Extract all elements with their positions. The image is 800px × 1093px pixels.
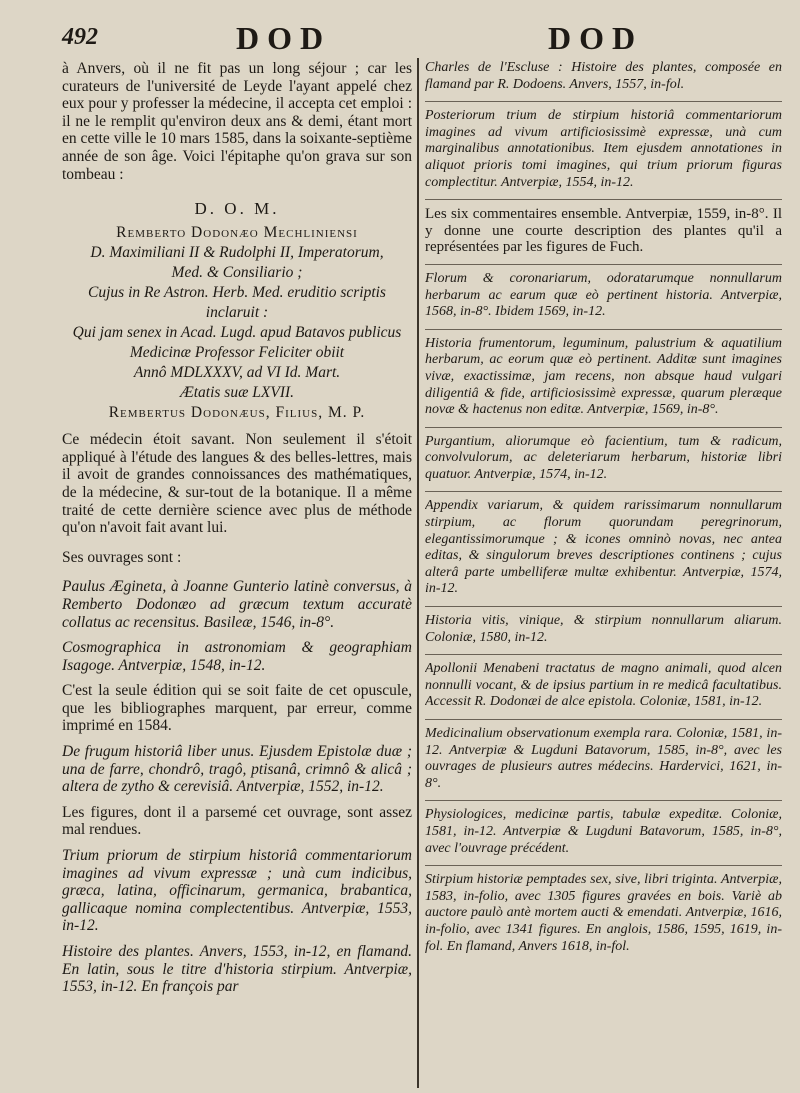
bibliography-entry: De frugum historiâ liber unus. Ejusdem Epistolæ duæ ; una de farre, chondrô, tragô, ptisanâ, crimnô & alicâ ; altera de zytho & cerevisiâ. Antverpiæ, 1552, in-12. [62, 743, 412, 796]
bibliography-entry: Trium priorum de stirpium historiâ commentariorum imagines ad vivum expressæ ; unà cum indicibus, græca, latina, officinarum, germanica, brabantica, gallicaque nomina complectentibus. Antverpiæ, 1553, in-12. [62, 847, 412, 935]
bibliography-entry: Physiologices, medicinæ partis, tabulæ expeditæ. Coloniæ, 1581, in-12. Antverpiæ & Lugduni Batavorum, 1585, in-8°, avec l'ouvrage précédent. [425, 800, 782, 857]
paragraph: Ses ouvrages sont : [62, 548, 182, 566]
epitaph-line: Medicinæ Professor Feliciter obiit [129, 344, 345, 362]
bibliography-entry: Cosmographica in astronomiam & geographiam Isagoge. Antverpiæ, 1548, in-12. [62, 639, 412, 674]
paragraph: Ce médecin étoit savant. Non seulement il s'étoit appliqué à l'étude des langues & des belles-lettres, mais il avoit de grandes connoissances des mathématiques, de la médecine, & sur-tout de la botanique. Il a même traité de cette dernière science avec plus de méthode qu'on n'avoit fait avant lui. [62, 431, 412, 537]
bibliography-entry: Apollonii Menabeni tractatus de magno animali, quod alcen nonnulli vocant, & de ipsius partium in re medicâ facultatibus. Accessit R. Dodonæi de alce epistola. Coloniæ, 1581, in-12. [425, 654, 782, 711]
left-column [62, 60, 412, 1090]
epitaph-line: Med. & Consiliario ; [171, 264, 303, 282]
paragraph: à Anvers, où il ne fit pas un long séjour ; car les curateurs de l'université de Leyde l'ayant appelé chez eux pour y professer la médecine, il accepta cet emploi : il ne le remplit qu'environ deux ans & demi, étant mort en cette ville le 10 mars 1585, dans la soixante-septième année de son âge. Voici l'épitaphe qu'on grava sur son tombeau : [62, 60, 412, 183]
epitaph-line: Remberto Dodonæo Mechliniensi [116, 224, 358, 242]
paragraph: C'est la seule édition qui se soit faite de cet opuscule, que les bibliographes marquent, par erreur, comme imprimé en 1584. [62, 682, 412, 735]
running-head-right: DOD [548, 20, 644, 56]
bibliography-entry: Historia frumentorum, leguminum, palustrium & aquatilium herbarum, ac eorum quæ eò pertinent. Additæ sunt imagines vivæ, exactissimæ, jam recens, non absque haud vulgari diligentiâ & fide, artificiosissimè expressæ, quarum pleræque novæ & hactenus non editæ. Antverpiæ, 1569, in-8°. [425, 329, 782, 419]
bibliography-entry: Stirpium historiæ pemptades sex, sive, libri triginta. Antverpiæ, 1583, in-folio, avec 1305 figures gravées en bois. Variè ab auctore paulò antè mortem aucti & emendati. Antverpiæ, 1616, in-folio, avec 1341 figures. En anglois, 1586, 1595, 1619, in-fol. En flamand, Anvers 1618, in-fol. [425, 865, 782, 955]
bibliography-entry: Appendix variarum, & quidem rarissimarum nonnullarum stirpium, ac florum quorundam peregrinorum, elegantissimorumque ; & icones omninò novas, nec antea editas, & singulorum breves descriptiones continens ; cujus alterâ parte umbelliferæ multæ exhibentur. Antverpiæ, 1574, in-12. [425, 491, 782, 598]
bibliography-entry: Historia vitis, vinique, & stirpium nonnullarum aliarum. Coloniæ, 1580, in-12. [425, 606, 782, 646]
epitaph-line: inclaruit : [205, 304, 269, 322]
bibliography-entry: Les six commentaires ensemble. Antverpiæ, 1559, in-8°. Il y donne une courte description des plantes qu'il a représentées par les figures de Fuch. [425, 199, 782, 256]
column-divider [417, 58, 419, 1088]
epitaph-line: D. O. M. [194, 199, 280, 219]
bibliography-entry: Medicinalium observationum exempla rara. Coloniæ, 1581, in-12. Antverpiæ & Lugduni Batavorum, 1585, in-8°, avec les ouvrages de plusieurs autres médecins. Hardervici, 1621, in-8°. [425, 719, 782, 792]
epitaph-line: Rembertus Dodonæus, Filius, M. P. [108, 404, 366, 422]
epitaph-line: Annô MDLXXXV, ad VI Id. Mart. [133, 364, 341, 382]
right-column [425, 60, 782, 1090]
bibliography-entry: Florum & coronariarum, odoratarumque nonnullarum herbarum ac earum quæ eò pertinent historia. Antverpiæ, 1568, in-8°. Ibidem 1569, in-12. [425, 264, 782, 321]
epitaph-line: Qui jam senex in Acad. Lugd. apud Batavos publicus [72, 324, 402, 342]
epitaph-line: Cujus in Re Astron. Herb. Med. eruditio scriptis [88, 284, 386, 302]
epitaph-line: D. Maximiliani II & Rudolphi II, Imperatorum, [90, 244, 384, 262]
bibliography-entry: Paulus Ægineta, à Joanne Gunterio latinè conversus, à Remberto Dodonæo ad græcum textum accuratè collatus ac recensitus. Basileæ, 1546, in-8°. [62, 578, 412, 631]
epitaph-line: Ætatis suæ LXVII. [179, 384, 295, 402]
bibliography-entry: Posteriorum trium de stirpium historiâ commentariorum imagines ad vivum artificiosissimè expressæ, unà cum marginalibus annotationibus. Item ejusdem annotationes in aliquot prioris tomi imagines, qui trium priorum figuras complectitur. Antverpiæ, 1554, in-12. [425, 101, 782, 191]
bibliography-entry: Histoire des plantes. Anvers, 1553, in-12, en flamand. En latin, sous le titre d'historia stirpium. Antverpiæ, 1553, in-12. En françois par [62, 943, 412, 996]
bibliography-entry: Charles de l'Escluse : Histoire des plantes, composée en flamand par R. Dodoens. Anvers, 1557, in-fol. [425, 60, 782, 92]
running-head-left: DOD [236, 20, 332, 56]
bibliography-entry: Purgantium, aliorumque eò facientium, tum & radicum, convolvulorum, ac deleteriarum herbarum, historiæ libri quatuor. Antverpiæ, 1574, in-12. [425, 427, 782, 484]
paragraph: Les figures, dont il a parsemé cet ouvrage, sont assez mal rendues. [62, 803, 412, 839]
page-number: 492 [62, 24, 98, 50]
